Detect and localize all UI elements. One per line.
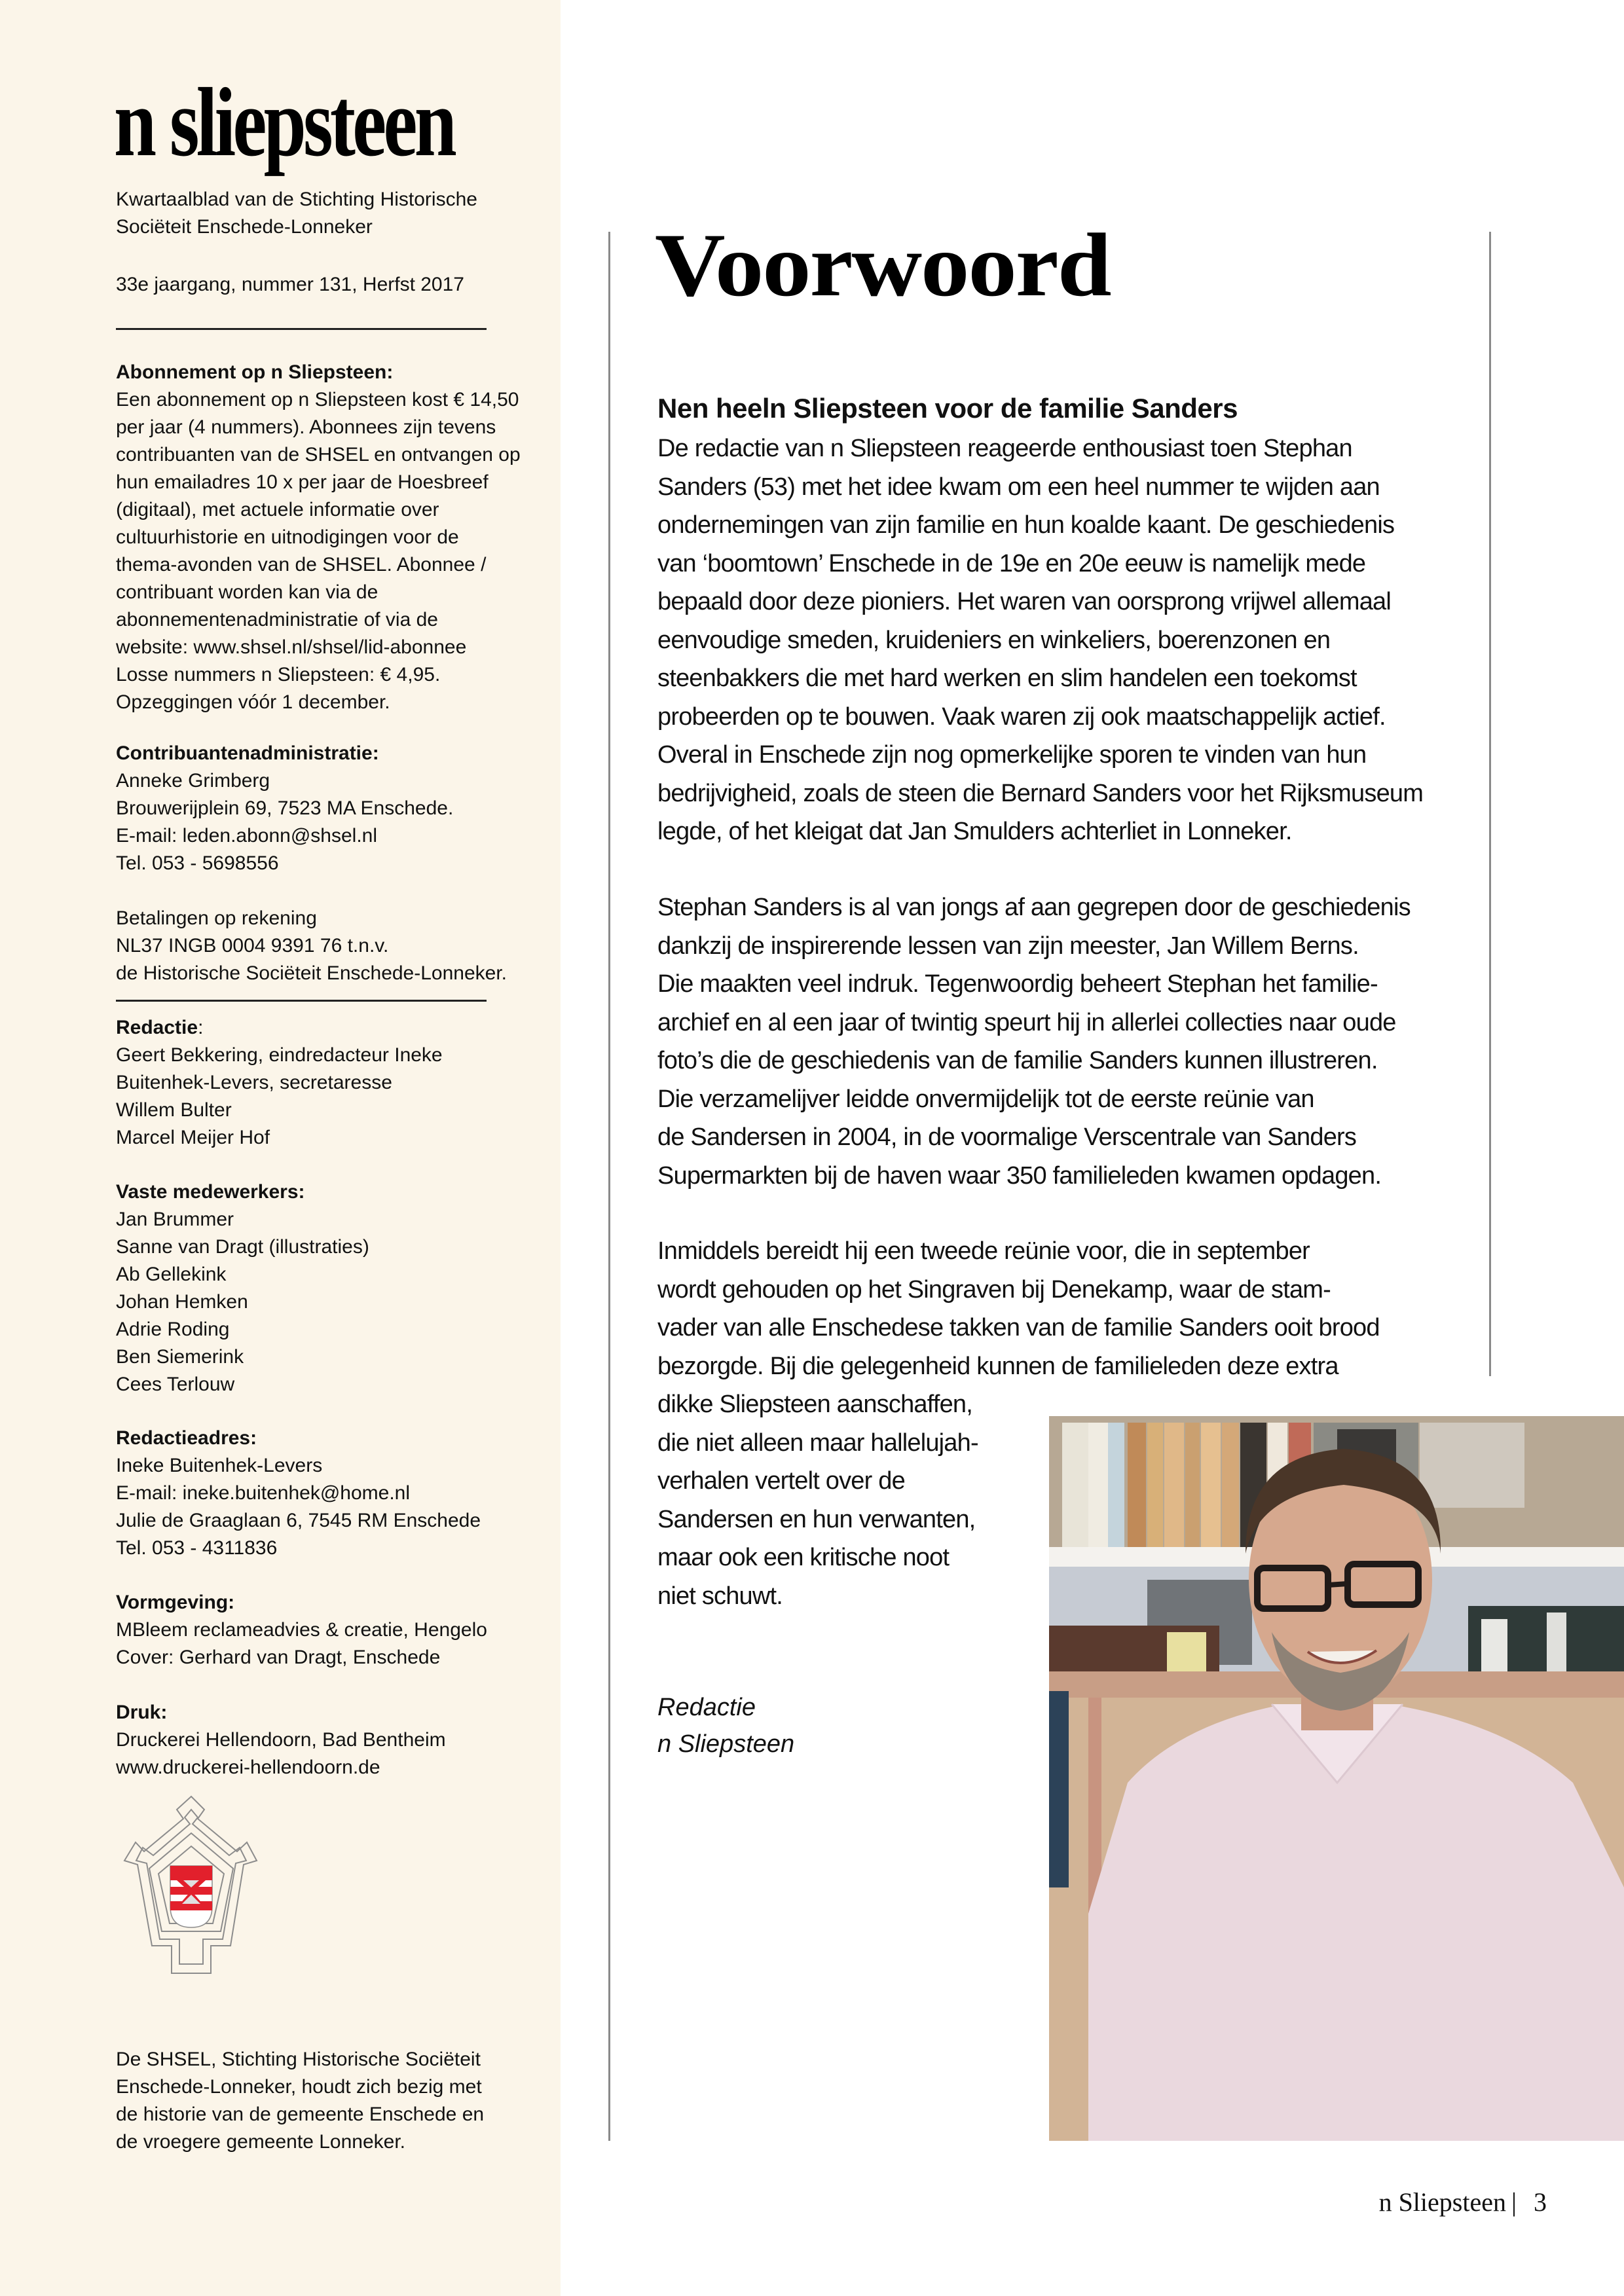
website-link: website: www.shsel.nl/shsel/lid-abonnee — [116, 636, 467, 658]
text-line: abonnementenadministratie of via de — [116, 609, 438, 630]
text-line: dankzij de inspirerende lessen van zijn meester, Jan Willem Berns. — [657, 932, 1359, 960]
section-redactie — [116, 1014, 443, 1152]
text-line: Ben Siemerink — [116, 1346, 244, 1368]
text-line: Sanders (53) met het idee kwam om een heel nummer te wijden aan — [657, 473, 1380, 501]
section-druk — [116, 1699, 446, 1781]
text-line: contribuant worden kan via de — [116, 581, 378, 603]
section-heading: Druk: — [116, 1702, 168, 1723]
tagline — [116, 186, 477, 241]
divider-rule — [116, 328, 487, 330]
text-line: archief en al een jaar of twintig speurt hij in allerlei collecties naar oude — [657, 1008, 1396, 1036]
column-divider-right — [1489, 232, 1491, 1376]
text-line: die niet alleen maar hallelujah- — [657, 1429, 978, 1457]
section-abonnement — [116, 359, 521, 716]
signature-line: Redactie — [657, 1694, 756, 1721]
article-paragraph-1 — [657, 429, 1423, 851]
email-link: E-mail: ineke.buitenhek@home.nl — [116, 1482, 411, 1504]
text-line: Supermarkten bij de haven waar 350 familieleden kwamen opdagen. — [657, 1161, 1382, 1190]
text-line: de vroegere gemeente Lonneker. — [116, 2131, 405, 2153]
section-heading: Redactieadres: — [116, 1427, 257, 1449]
text-line: Adrie Roding — [116, 1319, 230, 1340]
column-divider-left — [608, 232, 610, 2141]
text-line: (digitaal), met actuele informatie over — [116, 499, 439, 520]
text-line: Ineke Buitenhek-Levers — [116, 1455, 323, 1476]
article-signature — [657, 1689, 794, 1762]
article-subtitle: Nen heeln Sliepsteen voor de familie Sanders — [657, 393, 1238, 424]
text-line: Inmiddels bereidt hij een tweede reünie voor, die in september — [657, 1237, 1310, 1265]
text-line: hun emailadres 10 x per jaar de Hoesbreef — [116, 471, 489, 493]
page-number: 3 — [1534, 2187, 1547, 2217]
text-line: bedrijvigheid, zoals de steen die Bernard Sanders voor het Rijksmuseum — [657, 779, 1424, 807]
text-line: Buitenhek-Levers, secretaresse — [116, 1072, 392, 1093]
text-line: Johan Hemken — [116, 1291, 248, 1313]
text-line: Opzeggingen vóór 1 december. — [116, 691, 390, 713]
text-line: Marcel Meijer Hof — [116, 1127, 270, 1148]
text-line: eenvoudige smeden, kruideniers en winkeliers, boerenzonen en — [657, 626, 1331, 654]
text-line: per jaar (4 nummers). Abonnees zijn tevens — [116, 416, 496, 438]
text-line: Die verzamelijver leidde onvermijdelijk tot de eerste reünie van — [657, 1085, 1314, 1113]
section-redactieadres — [116, 1425, 481, 1562]
text-line: Cees Terlouw — [116, 1374, 235, 1395]
section-contribuanten — [116, 740, 453, 877]
signature-line: n Sliepsteen — [657, 1730, 795, 1758]
text-line: ondernemingen van zijn familie en hun koalde kaant. De geschiedenis — [657, 511, 1395, 539]
text-line: contribuanten van de SHSEL en ontvangen op — [116, 444, 521, 465]
section-heading: Abonnement op n Sliepsteen: — [116, 361, 394, 383]
email-link: E-mail: leden.abonn@shsel.nl — [116, 825, 378, 847]
heading-text: Redactie — [116, 1017, 198, 1038]
text-line: Sandersen en hun verwanten, — [657, 1505, 976, 1533]
text-line: Anneke Grimberg — [116, 770, 270, 792]
page-footer — [1379, 2187, 1547, 2218]
text-line: De redactie van n Sliepsteen reageerde enthousiast toen Stephan — [657, 435, 1352, 462]
text-line: maar ook een kritische noot — [657, 1544, 950, 1571]
portrait-photo — [1049, 1416, 1624, 2141]
text-line: foto’s die de geschiedenis van de familie Sanders kunnen illustreren. — [657, 1047, 1378, 1074]
divider-rule — [116, 1000, 487, 1002]
article-paragraph-2 — [657, 888, 1411, 1195]
text-line: probeerden op te bouwen. Vaak waren zij ook maatschappelijk actief. — [657, 702, 1386, 731]
text-line: Die maakten veel indruk. Tegenwoordig beheert Stephan het familie- — [657, 970, 1378, 998]
text-line: Ab Gellekink — [116, 1264, 227, 1285]
about-shsel — [116, 2046, 484, 2156]
text-line: steenbakkers die met hard werken en slim handelen een toekomst — [657, 665, 1357, 692]
text-line: Losse nummers n Sliepsteen: € 4,95. — [116, 664, 441, 685]
text-line: vader van alle Enschedese takken van de familie Sanders ooit brood — [657, 1314, 1380, 1341]
text-line: Overal in Enschede zijn nog opmerkelijke sporen te vinden van hun — [657, 741, 1367, 769]
section-medewerkers — [116, 1178, 369, 1398]
text-line: MBleem reclameadvies & creatie, Hengelo — [116, 1619, 487, 1641]
text-line: Willem Bulter — [116, 1099, 232, 1121]
text-line: Geert Bekkering, eindredacteur Ineke — [116, 1044, 443, 1066]
section-vormgeving — [116, 1589, 487, 1671]
heading-colon: : — [198, 1017, 204, 1038]
phone-number: Tel. 053 - 4311836 — [116, 1537, 278, 1559]
issue-info: 33e jaargang, nummer 131, Herfst 2017 — [116, 274, 464, 295]
text-line: Stephan Sanders is al van jongs af aan gegrepen door de geschiedenis — [657, 894, 1411, 921]
text-line: Julie de Graaglaan 6, 7545 RM Enschede — [116, 1510, 481, 1531]
text-line: Cover: Gerhard van Dragt, Enschede — [116, 1647, 441, 1668]
text-line: de Historische Sociëteit Enschede-Lonneker. — [116, 962, 507, 984]
masthead-logo: n sliepsteen — [114, 68, 454, 177]
text-line: legde, of het kleigat dat Jan Smulders achterliet in Lonneker. — [657, 818, 1292, 845]
section-heading: Contribuantenadministratie: — [116, 742, 379, 764]
text-line: verhalen vertelt over de — [657, 1467, 905, 1495]
text-line: Jan Brummer — [116, 1209, 234, 1230]
section-heading — [116, 1014, 443, 1042]
text-line: dikke Sliepsteen aanschaffen, — [657, 1391, 973, 1418]
footer-publication: n Sliepsteen — [1378, 2187, 1506, 2217]
text-line: de Sandersen in 2004, in de voormalige Verscentrale van Sanders — [657, 1123, 1357, 1151]
tagline-line: Kwartaalblad van de Stichting Historische — [116, 189, 477, 210]
text-line: Enschede-Lonneker, houdt zich bezig met — [116, 2076, 482, 2098]
text-line: Druckerei Hellendoorn, Bad Bentheim — [116, 1729, 446, 1751]
text-line: bepaald door deze pioniers. Het waren van oorsprong vrijwel allemaal — [657, 588, 1392, 615]
text-line: Een abonnement op n Sliepsteen kost € 14,50 — [116, 389, 519, 410]
text-line: De SHSEL, Stichting Historische Sociëteit — [116, 2049, 481, 2070]
text-line: thema-avonden van de SHSEL. Abonnee / — [116, 554, 487, 575]
text-line: cultuurhistorie en uitnodigingen voor de — [116, 526, 459, 548]
page-title: Voorwoord — [655, 215, 1111, 315]
text-line: wordt gehouden op het Singraven bij Denekamp, waar de stam- — [657, 1275, 1331, 1303]
text-line: Betalingen op rekening — [116, 907, 317, 929]
footer-separator: | — [1511, 2187, 1517, 2217]
portrait-photo-icon — [1049, 1416, 1624, 2141]
phone-number: Tel. 053 - 5698556 — [116, 852, 279, 874]
text-line: Sanne van Dragt (illustraties) — [116, 1236, 369, 1258]
text-line: bezorgde. Bij die gelegenheid kunnen de familieleden deze extra — [657, 1352, 1338, 1380]
website-link: www.druckerei-hellendoorn.de — [116, 1757, 380, 1778]
section-heading: Vormgeving: — [116, 1592, 235, 1613]
text-line: de historie van de gemeente Enschede en — [116, 2104, 485, 2125]
text-line: van ‘boomtown’ Enschede in de 19e en 20e eeuw is namelijk mede — [657, 549, 1366, 577]
text-line: NL37 INGB 0004 9391 76 t.n.v. — [116, 935, 389, 957]
text-line: niet schuwt. — [657, 1582, 783, 1610]
section-heading: Vaste medewerkers: — [116, 1181, 305, 1203]
tagline-line: Sociëteit Enschede-Lonneker — [116, 216, 373, 238]
shsel-fortress-logo-icon — [113, 1795, 270, 1978]
text-line: Brouwerijplein 69, 7523 MA Enschede. — [116, 797, 454, 819]
section-betalingen — [116, 905, 507, 987]
